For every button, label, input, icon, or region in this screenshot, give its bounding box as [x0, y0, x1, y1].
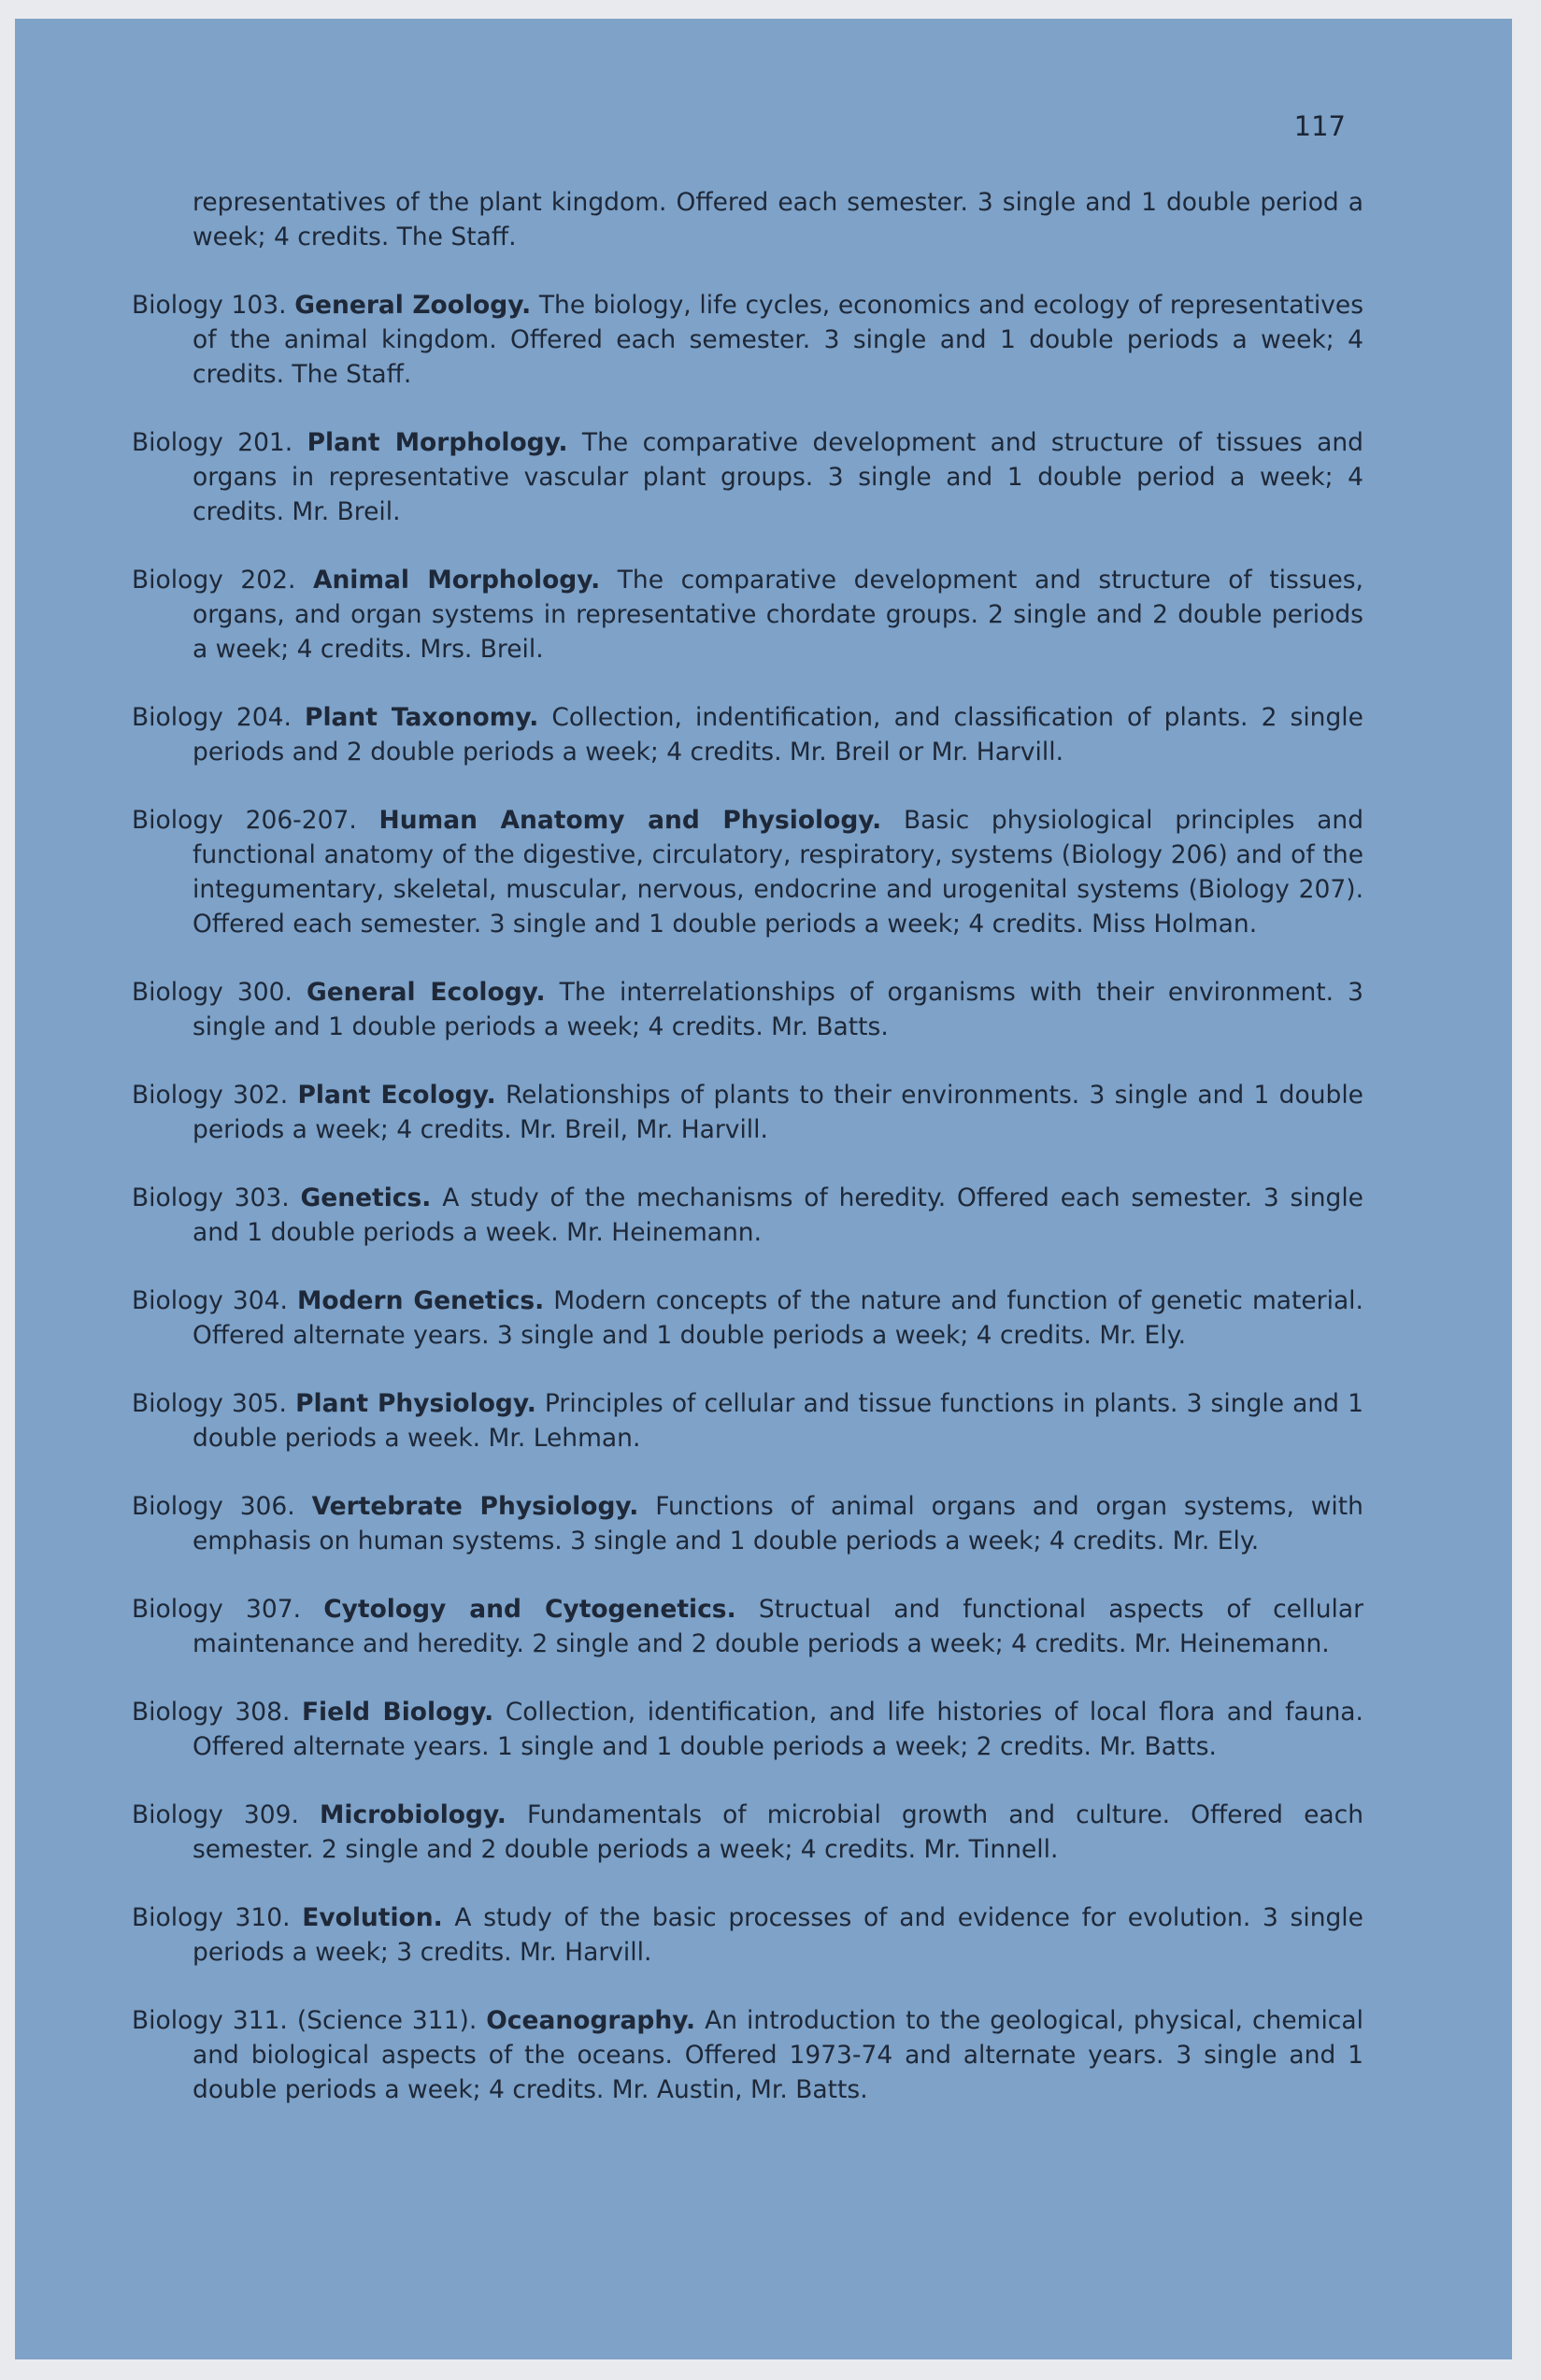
catalog-page — [15, 19, 1512, 2359]
course-title: Evolution. — [302, 1903, 443, 1932]
course-description: A study of the mechanisms of heredity. Offered each semester. 3 single and 1 double periods a week. Mr. Heinemann. — [193, 1183, 1363, 1247]
course-entry-biology-204 — [132, 700, 1363, 769]
course-title: Plant Ecology. — [297, 1081, 496, 1110]
course-title: Microbiology. — [320, 1800, 507, 1829]
course-description: Functions of animal organs and organ systems, with emphasis on human systems. 3 single and 1 double periods a week; 4 credits. Mr. Ely. — [193, 1492, 1363, 1556]
course-entry-biology-308 — [132, 1695, 1363, 1764]
course-number: Biology 303. — [132, 1183, 290, 1212]
course-number: Biology 304. — [132, 1286, 288, 1315]
course-entry-biology-306 — [132, 1489, 1363, 1558]
course-number: Biology 103. — [132, 291, 287, 320]
course-entry-biology-201 — [132, 425, 1363, 529]
course-title: Plant Physiology. — [295, 1389, 536, 1418]
course-entry-biology-309 — [132, 1798, 1363, 1867]
course-list — [132, 185, 1363, 2141]
course-entry-biology-103 — [132, 288, 1363, 392]
course-title: Plant Taxonomy. — [305, 703, 539, 732]
course-description: A study of the basic processes of and evidence for evolution. 3 single periods a week; 3 credits. Mr. Harvill. — [193, 1903, 1363, 1967]
course-title: Cytology and Cytogenetics. — [323, 1595, 736, 1624]
course-entry-biology-206-207 — [132, 803, 1363, 941]
course-number: Biology 307. — [132, 1595, 302, 1624]
course-description: Collection, indentification, and classification of plants. 2 single periods and 2 double periods a week; 4 credits. Mr. Breil or Mr. Harvill. — [193, 703, 1363, 767]
course-number: Biology 308. — [132, 1698, 291, 1727]
course-number: Biology 310. — [132, 1903, 291, 1932]
course-title: General Ecology. — [306, 978, 546, 1007]
course-entry-biology-311 — [132, 2003, 1363, 2107]
course-entry-continued — [132, 185, 1363, 254]
course-title: Field Biology. — [301, 1698, 494, 1727]
course-entry-biology-310 — [132, 1900, 1363, 1970]
course-entry-biology-302 — [132, 1078, 1363, 1147]
course-description: representatives of the plant kingdom. Offered each semester. 3 single and 1 double period a week; 4 credits. The Staff. — [193, 188, 1363, 251]
course-number: Biology 305. — [132, 1389, 287, 1418]
course-description: Principles of cellular and tissue functions in plants. 3 single and 1 double periods a week. Mr. Lehman. — [193, 1389, 1363, 1453]
course-number: Biology 202. — [132, 566, 296, 595]
course-number: Biology 306. — [132, 1492, 295, 1521]
course-entry-biology-300 — [132, 975, 1363, 1044]
course-entry-biology-304 — [132, 1283, 1363, 1353]
course-description: Basic physiological principles and functional anatomy of the digestive, circulatory, respiratory, systems (Biology 206) and of the integumentary, skeletal, muscular, nervous, endocrine and urogenital systems (Biology 207). Offered each semester. 3 single and 1 double periods a week; 4 credits. Miss Holman. — [193, 806, 1364, 939]
course-title: Human Anatomy and Physiology. — [378, 806, 882, 835]
course-description: Modern concepts of the nature and function of genetic material. Offered alternate years. 3 single and 1 double periods a week; 4 credits. Mr. Ely. — [193, 1286, 1363, 1350]
course-title: Vertebrate Physiology. — [311, 1492, 639, 1521]
course-number: Biology 204. — [132, 703, 292, 732]
course-entry-biology-307 — [132, 1592, 1363, 1661]
course-description: An introduction to the geological, physical, chemical and biological aspects of the oceans. Offered 1973-74 and alternate years. 3 single and 1 double periods a week; 4 credits. Mr. Austin, Mr. Batts. — [193, 2006, 1363, 2104]
course-entry-biology-305 — [132, 1386, 1363, 1455]
course-title: Plant Morphology. — [307, 428, 568, 457]
course-title: General Zoology. — [294, 291, 532, 320]
course-description: The biology, life cycles, economics and ecology of representatives of the animal kingdom. Offered each semester. 3 single and 1 double periods a week; 4 credits. The Staff. — [193, 291, 1363, 389]
course-description: The interrelationships of organisms with their environment. 3 single and 1 double periods a week; 4 credits. Mr. Batts. — [193, 978, 1363, 1041]
course-title: Modern Genetics. — [297, 1286, 545, 1315]
course-description: The comparative development and structure of tissues and organs in representative vascular plant groups. 3 single and 1 double period a week; 4 credits. Mr. Breil. — [193, 428, 1363, 526]
course-title: Genetics. — [300, 1183, 432, 1212]
course-entry-biology-202 — [132, 563, 1363, 667]
course-entry-biology-303 — [132, 1181, 1363, 1250]
course-number: Biology 206-207. — [132, 806, 357, 835]
course-description: Fundamentals of microbial growth and culture. Offered each semester. 2 single and 2 double periods a week; 4 credits. Mr. Tinnell. — [193, 1800, 1363, 1864]
course-title: Oceanography. — [486, 2006, 696, 2035]
course-number: Biology 300. — [132, 978, 293, 1007]
page-number: 117 — [1293, 110, 1346, 142]
course-description: Structual and functional aspects of cellular maintenance and heredity. 2 single and 2 double periods a week; 4 credits. Mr. Heinemann. — [193, 1595, 1363, 1658]
course-number: Biology 302. — [132, 1081, 289, 1110]
course-number: Biology 311. (Science 311). — [132, 2006, 478, 2035]
course-number: Biology 309. — [132, 1800, 299, 1829]
course-number: Biology 201. — [132, 428, 293, 457]
course-description: The comparative development and structure of tissues, organs, and organ systems in representative chordate groups. 2 single and 2 double periods a week; 4 credits. Mrs. Breil. — [193, 566, 1363, 664]
course-description: Collection, identification, and life histories of local flora and fauna. Offered alternate years. 1 single and 1 double periods a week; 2 credits. Mr. Batts. — [193, 1698, 1363, 1761]
course-description: Relationships of plants to their environments. 3 single and 1 double periods a week; 4 credits. Mr. Breil, Mr. Harvill. — [193, 1081, 1363, 1144]
course-title: Animal Morphology. — [312, 566, 601, 595]
